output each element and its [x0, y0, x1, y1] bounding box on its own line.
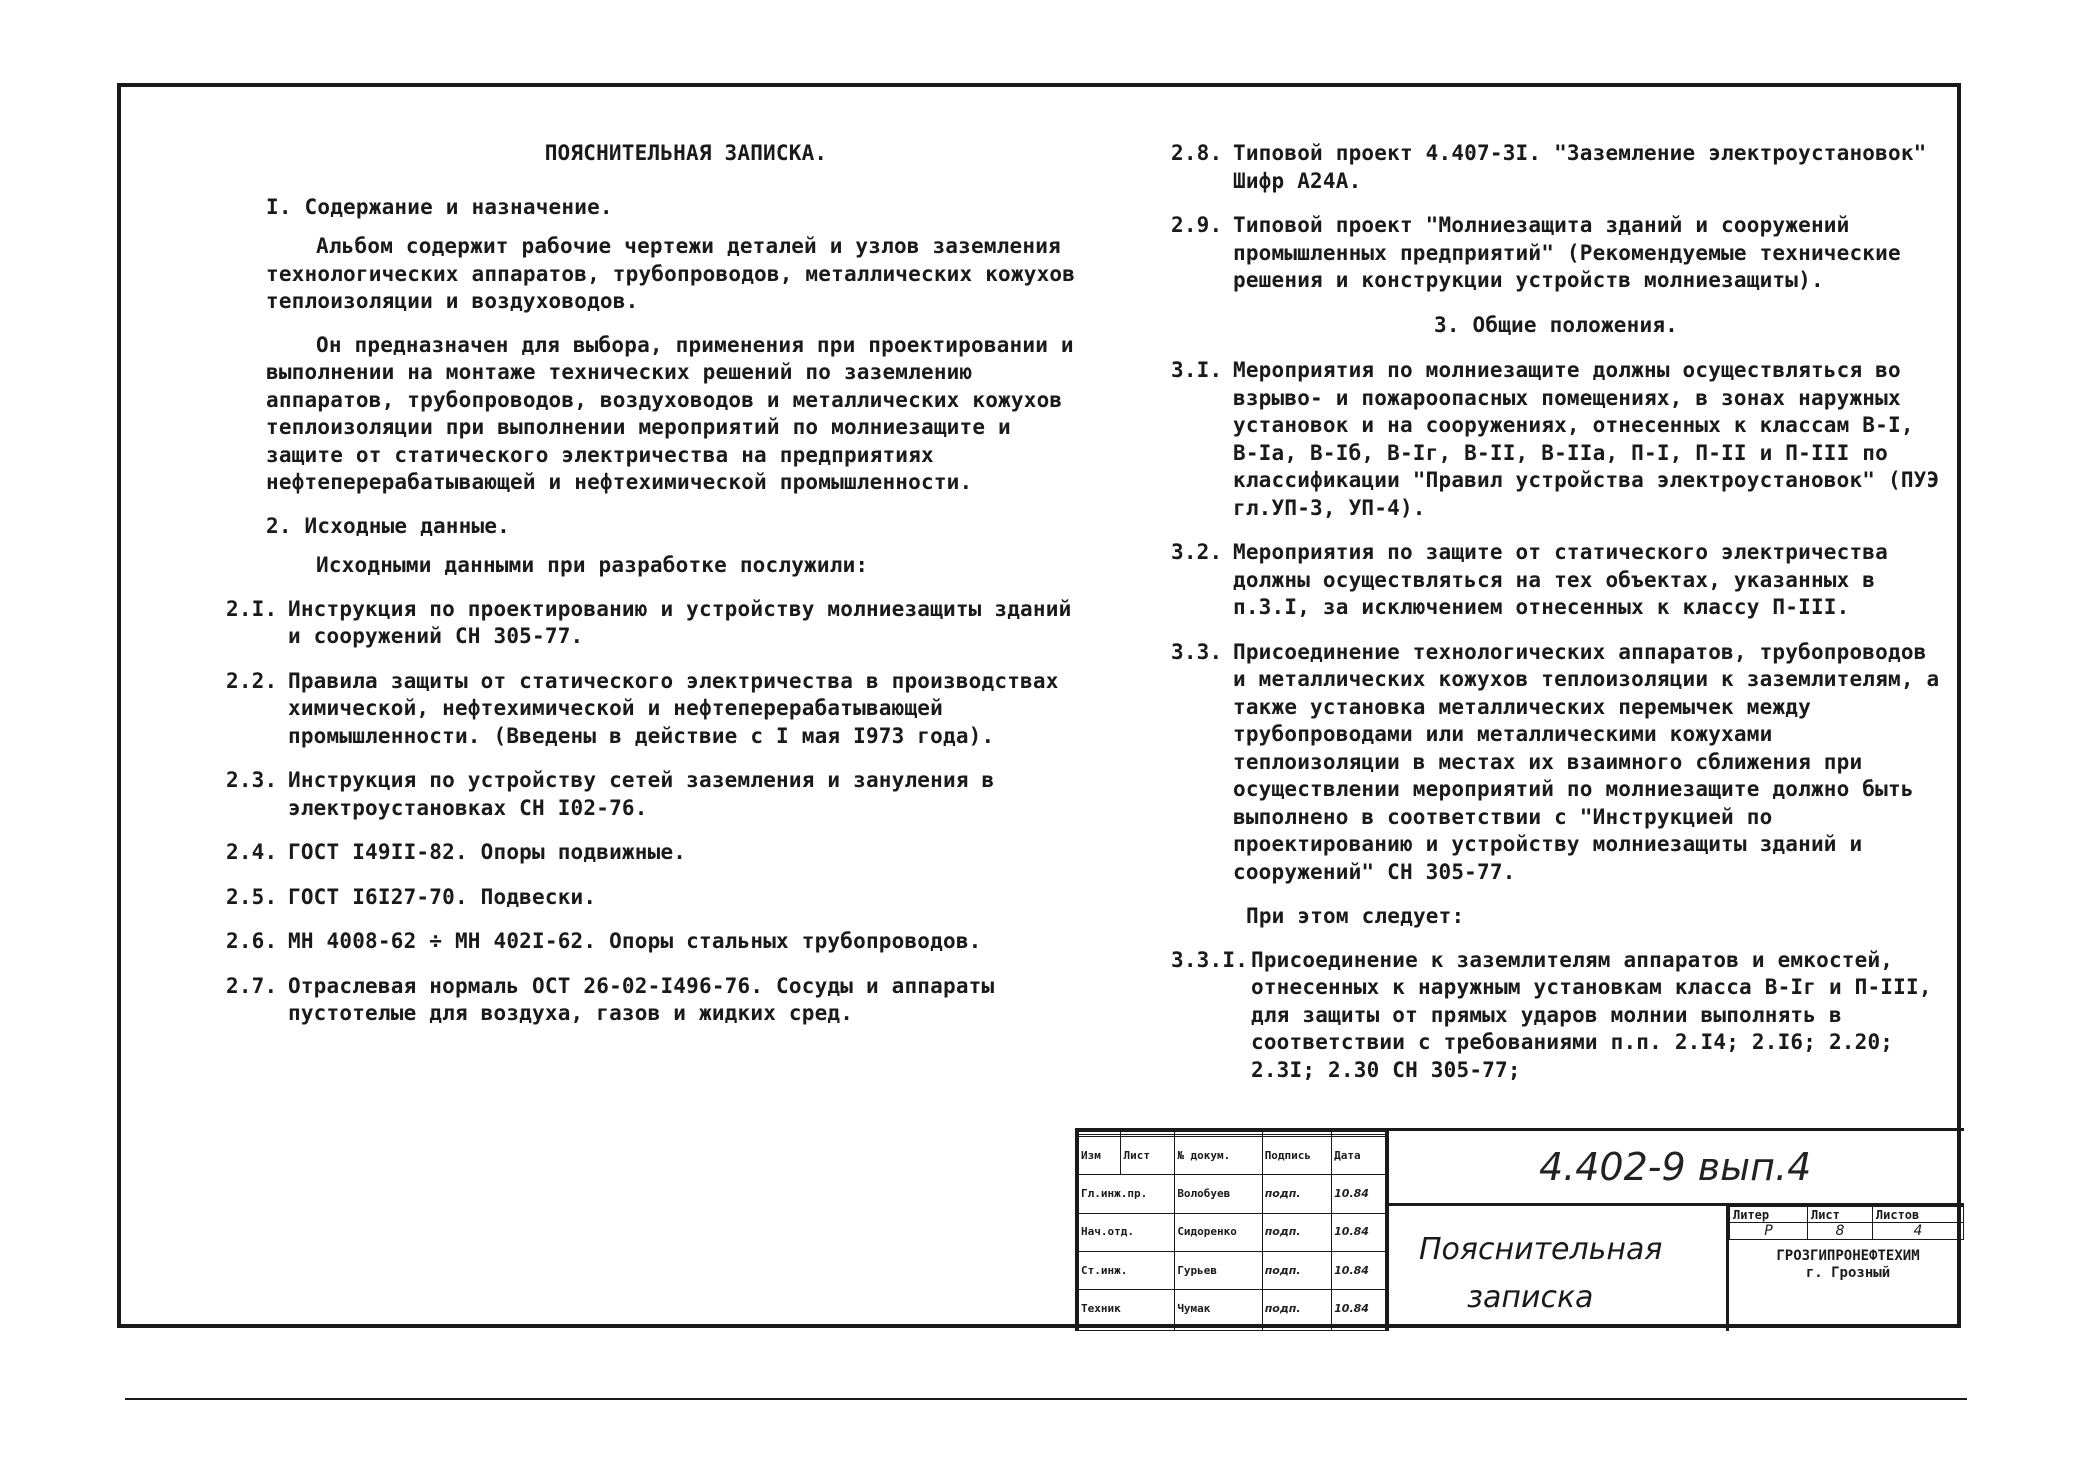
section1-paragraph: Альбом содержит рабочие чертежи деталей и узлов заземления технологических аппаратов, трубопроводов, металлических кожухов теплоизоляции и воздуховодов. [266, 234, 1076, 313]
litera-label: Литер [1730, 1207, 1808, 1223]
name-cell: Гурьев [1175, 1251, 1262, 1289]
item-text: Инструкция по устройству сетей заземления и зануления в электроустановках СН I02-76. [288, 768, 995, 820]
item-number: 2.8. [1171, 141, 1223, 165]
sheets-label: Листов [1872, 1207, 1963, 1223]
item-text: Типовой проект "Молниезащита зданий и сооружений промышленных предприятий" (Рекомендуемые технические решения и конструкции устройств молниезащиты). [1233, 213, 1901, 292]
list-item [226, 596, 1086, 651]
signature-cell: подп. [1262, 1213, 1331, 1251]
date-cell: 10.84 [1332, 1251, 1386, 1289]
item-text: ГОСТ I49II-82. Опоры подвижные. [288, 840, 687, 864]
item-text: Типовой проект 4.407-3I. "Заземление электроустановок" Шифр А24А. [1233, 141, 1927, 193]
signature-grid [1078, 1131, 1386, 1331]
list-item [1171, 212, 1941, 295]
document-title: ПОЯСНИТЕЛЬНАЯ ЗАПИСКА. [544, 141, 828, 165]
item-number: 2.I. [226, 596, 278, 621]
header-date: Дата [1332, 1137, 1386, 1175]
item-number: 3.3. [1171, 639, 1223, 664]
designation-text: 4.402-9 вып.4 [1539, 1145, 1812, 1189]
item-text: Отраслевая нормаль ОСТ 26-02-I496-76. Сосуды и аппараты пустотелые для воздуха, газов и жидких сред. [288, 973, 995, 1025]
item-text: Правила защиты от статического электричества в производствах химической, нефтехимической и нефтеперерабатывающей промышленности. (Введены в действие с I мая I973 года). [288, 668, 1059, 748]
header-change: Изм [1079, 1137, 1121, 1175]
list-item [226, 767, 1086, 822]
left-column [226, 140, 1086, 1045]
list-item [1171, 639, 1941, 887]
litera-block [1726, 1206, 1964, 1331]
organization [1729, 1248, 1967, 1282]
list-item [226, 839, 1086, 867]
list-item [226, 884, 1086, 912]
item-text: Присоединение к заземлителям аппаратов и емкостей, отнесенных к наружным установкам класса В-Iг и П-III, для защиты от прямых ударов молнии выполнять в соответствии с требованиями п.п. 2.I4; 2.I6; 2.20; 2.3I; 2.30 СН 305-77; [1251, 947, 1932, 1082]
item-text: Мероприятия по молниезащите должны осуществляться во взрыво- и пожароопасных помещениях, в зонах наружных установок и на сооружениях, отнесенных к классам В-I, В-Iа, В-Iб, В-Iг, В-II, В-IIа, П-I, П-II и П-III по классификации "Правил устройства электроустановок" (ПУЭ гл.УП-3, УП-4). [1233, 358, 1940, 520]
signature-cell: подп. [1262, 1290, 1331, 1328]
item-text: МН 4008-62 ÷ МН 402I-62. Опоры стальных трубопроводов. [288, 929, 982, 953]
item-text: Мероприятия по защите от статического электричества должны осуществляться на тех объектах, указанных в п.3.I, за исключением отнесенных к классу П-III. [1233, 540, 1888, 619]
item-number: 2.9. [1171, 213, 1223, 237]
sheet-value: 8 [1807, 1223, 1872, 1240]
signature-cell: подп. [1262, 1175, 1331, 1213]
section1-paragraph: Он предназначен для выбора, применения при проектировании и выполнении на монтаже технических решений по заземлению аппаратов, трубопроводов, воздуховодов и металлических кожухов теплоизоляции при выполнении мероприятий по молниезащите и защите от статического электричества на предприятиях нефтеперерабатывающей и нефтехимической промышленности. [266, 332, 1074, 494]
section2-intro: Исходными данными при разработке послужили: [316, 553, 869, 577]
header-signature: Подпись [1262, 1137, 1331, 1175]
document-designation [1386, 1131, 1964, 1206]
item-number: 2.3. [226, 768, 278, 792]
section3-heading: 3. Общие положения. [1433, 312, 1679, 337]
item-number: 2.5. [226, 884, 278, 909]
item-number: 3.I. [1171, 358, 1223, 382]
section1-heading: I. Содержание и назначение. [266, 194, 613, 219]
item-text: Инструкция по проектированию и устройству молниезащиты зданий и сооружений СН 305-77. [288, 596, 1072, 648]
name-cell: Чумак [1175, 1290, 1262, 1328]
role-cell: Гл.инж.пр. [1079, 1175, 1175, 1213]
role-cell: Техник [1079, 1290, 1175, 1328]
list-item [1171, 539, 1941, 622]
item-number: 2.6. [226, 929, 278, 953]
sheets-value: 4 [1872, 1223, 1963, 1240]
doc-name-line2: записка [1467, 1280, 1594, 1315]
list-item [226, 668, 1086, 751]
drawing-sheet [117, 83, 1961, 1328]
header-doc-number: № докум. [1175, 1137, 1262, 1175]
list-item [1171, 140, 1941, 195]
role-cell: Ст.инж. [1079, 1251, 1175, 1289]
item-text: Присоединение технологических аппаратов, трубопроводов и металлических кожухов теплоизоляции к заземлителям, а также установка металлических перемычек между трубопроводами или металлическими кожухами теплоизоляции в местах их взаимного сближения при осуществлении мероприятий по молниезащите должно быть выполнено в соответствии с "Инструкцией по проектированию и устройству молниезащиты зданий и сооружений" СН 305-77. [1233, 639, 1940, 884]
date-cell: 10.84 [1332, 1175, 1386, 1213]
list-item [226, 928, 1086, 956]
date-cell: 10.84 [1332, 1290, 1386, 1328]
name-cell: Волобуев [1175, 1175, 1262, 1213]
list-item [1171, 357, 1941, 522]
item-text: ГОСТ I6I27-70. Подвески. [288, 884, 597, 909]
bottom-rule [125, 1398, 1967, 1400]
sheet-label: Лист [1807, 1207, 1872, 1223]
title-block [1075, 1128, 1964, 1331]
doc-name-line1: Пояснительная [1419, 1232, 1663, 1267]
list-item [1171, 947, 1941, 1085]
item-number: 2.7. [226, 973, 278, 998]
section3-note: При этом следует: [1246, 904, 1465, 928]
header-sheet: Лист [1121, 1137, 1175, 1175]
item-number: 3.2. [1171, 540, 1223, 564]
item-number: 2.2. [226, 668, 278, 693]
right-column [1171, 140, 1941, 1101]
item-number: 2.4. [226, 840, 278, 864]
date-cell: 10.84 [1332, 1213, 1386, 1251]
item-number: 3.3.I. [1171, 947, 1249, 972]
signature-cell: подп. [1262, 1251, 1331, 1289]
role-cell: Нач.отд. [1079, 1213, 1175, 1251]
section2-heading: 2. Исходные данные. [266, 513, 511, 538]
list-item [226, 973, 1086, 1028]
name-cell: Сидоренко [1175, 1213, 1262, 1251]
org-city: г. Грозный [1805, 1265, 1891, 1281]
document-name [1386, 1206, 1726, 1331]
litera-value: Р [1730, 1223, 1808, 1240]
org-name: ГРОЗГИПРОНЕФТЕХИМ [1776, 1248, 1920, 1264]
